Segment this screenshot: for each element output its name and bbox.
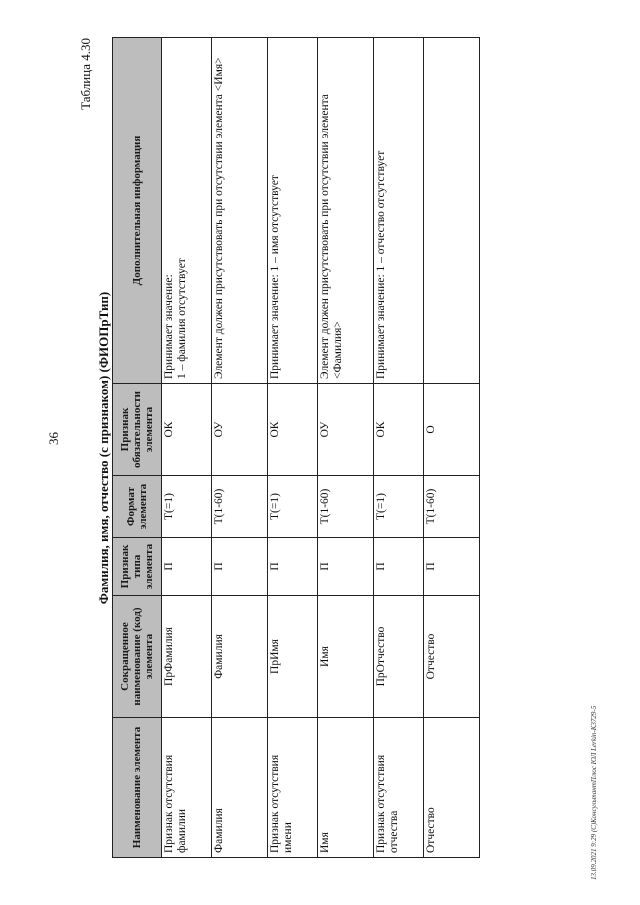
cell-name: Признак отсутствия фамилии [162,718,212,858]
col-header-format: Формат элемента [113,476,162,538]
cell-format: T(=1) [268,476,318,538]
elements-table [112,37,480,858]
cell-format: T(=1) [374,476,424,538]
cell-type: П [424,538,480,596]
cell-name: Отчество [424,718,480,858]
cell-info: Элемент должен присутствовать при отсутствии элемента <Имя> [212,38,268,384]
cell-type: П [374,538,424,596]
col-header-required: Признак обязательности элемента [113,384,162,476]
cell-code: Фамилия [212,596,268,718]
cell-format: T(1-60) [212,476,268,538]
cell-req: ОУ [212,384,268,476]
footer-stamp: 13.09.2021 9:29 (С)КонсультантПлюс ЮЛ Lerkin-K3729-5 [590,705,598,880]
table-row [268,38,318,858]
cell-req: ОК [268,384,318,476]
cell-name: Фамилия [212,718,268,858]
table-row [318,38,374,858]
table-row [374,38,424,858]
col-header-info: Дополнительная информация [113,38,162,384]
cell-info: Принимает значение: 1 – отчество отсутствует [374,38,424,384]
cell-code: Отчество [424,596,480,718]
cell-type: П [212,538,268,596]
cell-type: П [318,538,374,596]
cell-info: Элемент должен присутствовать при отсутствии элемента <Фамилия> [318,38,374,384]
cell-code: Имя [318,596,374,718]
table-title: Фамилия, имя, отчество (с признаком) (ФИОПрТип) [96,291,111,605]
col-header-type: Признак типа элемента [113,538,162,596]
cell-info [424,38,480,384]
table-row [424,38,480,858]
cell-code: ПрФамилия [162,596,212,718]
cell-name: Имя [318,718,374,858]
cell-type: П [162,538,212,596]
cell-name: Признак отсутствия отчества [374,718,424,858]
col-header-name: Наименование элемента [113,718,162,858]
cell-info: Принимает значение: 1 – имя отсутствует [268,38,318,384]
table-label: Таблица 4.30 [78,38,93,110]
cell-format: T(1-60) [318,476,374,538]
cell-req: О [424,384,480,476]
col-header-code: Сокращенное наименование (код) элемента [113,596,162,718]
cell-format: T(1-60) [424,476,480,538]
cell-req: ОК [374,384,424,476]
table-header-row [113,38,162,858]
table-row [212,38,268,858]
cell-format: T(=1) [162,476,212,538]
cell-code: ПрОтчество [374,596,424,718]
cell-req: ОК [162,384,212,476]
table-row [162,38,212,858]
cell-type: П [268,538,318,596]
rotated-page-content [78,38,480,858]
cell-info: Принимает значение: 1 – фамилия отсутствует [162,38,212,384]
page-number: 36 [46,432,61,445]
cell-code: ПрИмя [268,596,318,718]
cell-req: ОУ [318,384,374,476]
cell-name: Признак отсутствия имени [268,718,318,858]
